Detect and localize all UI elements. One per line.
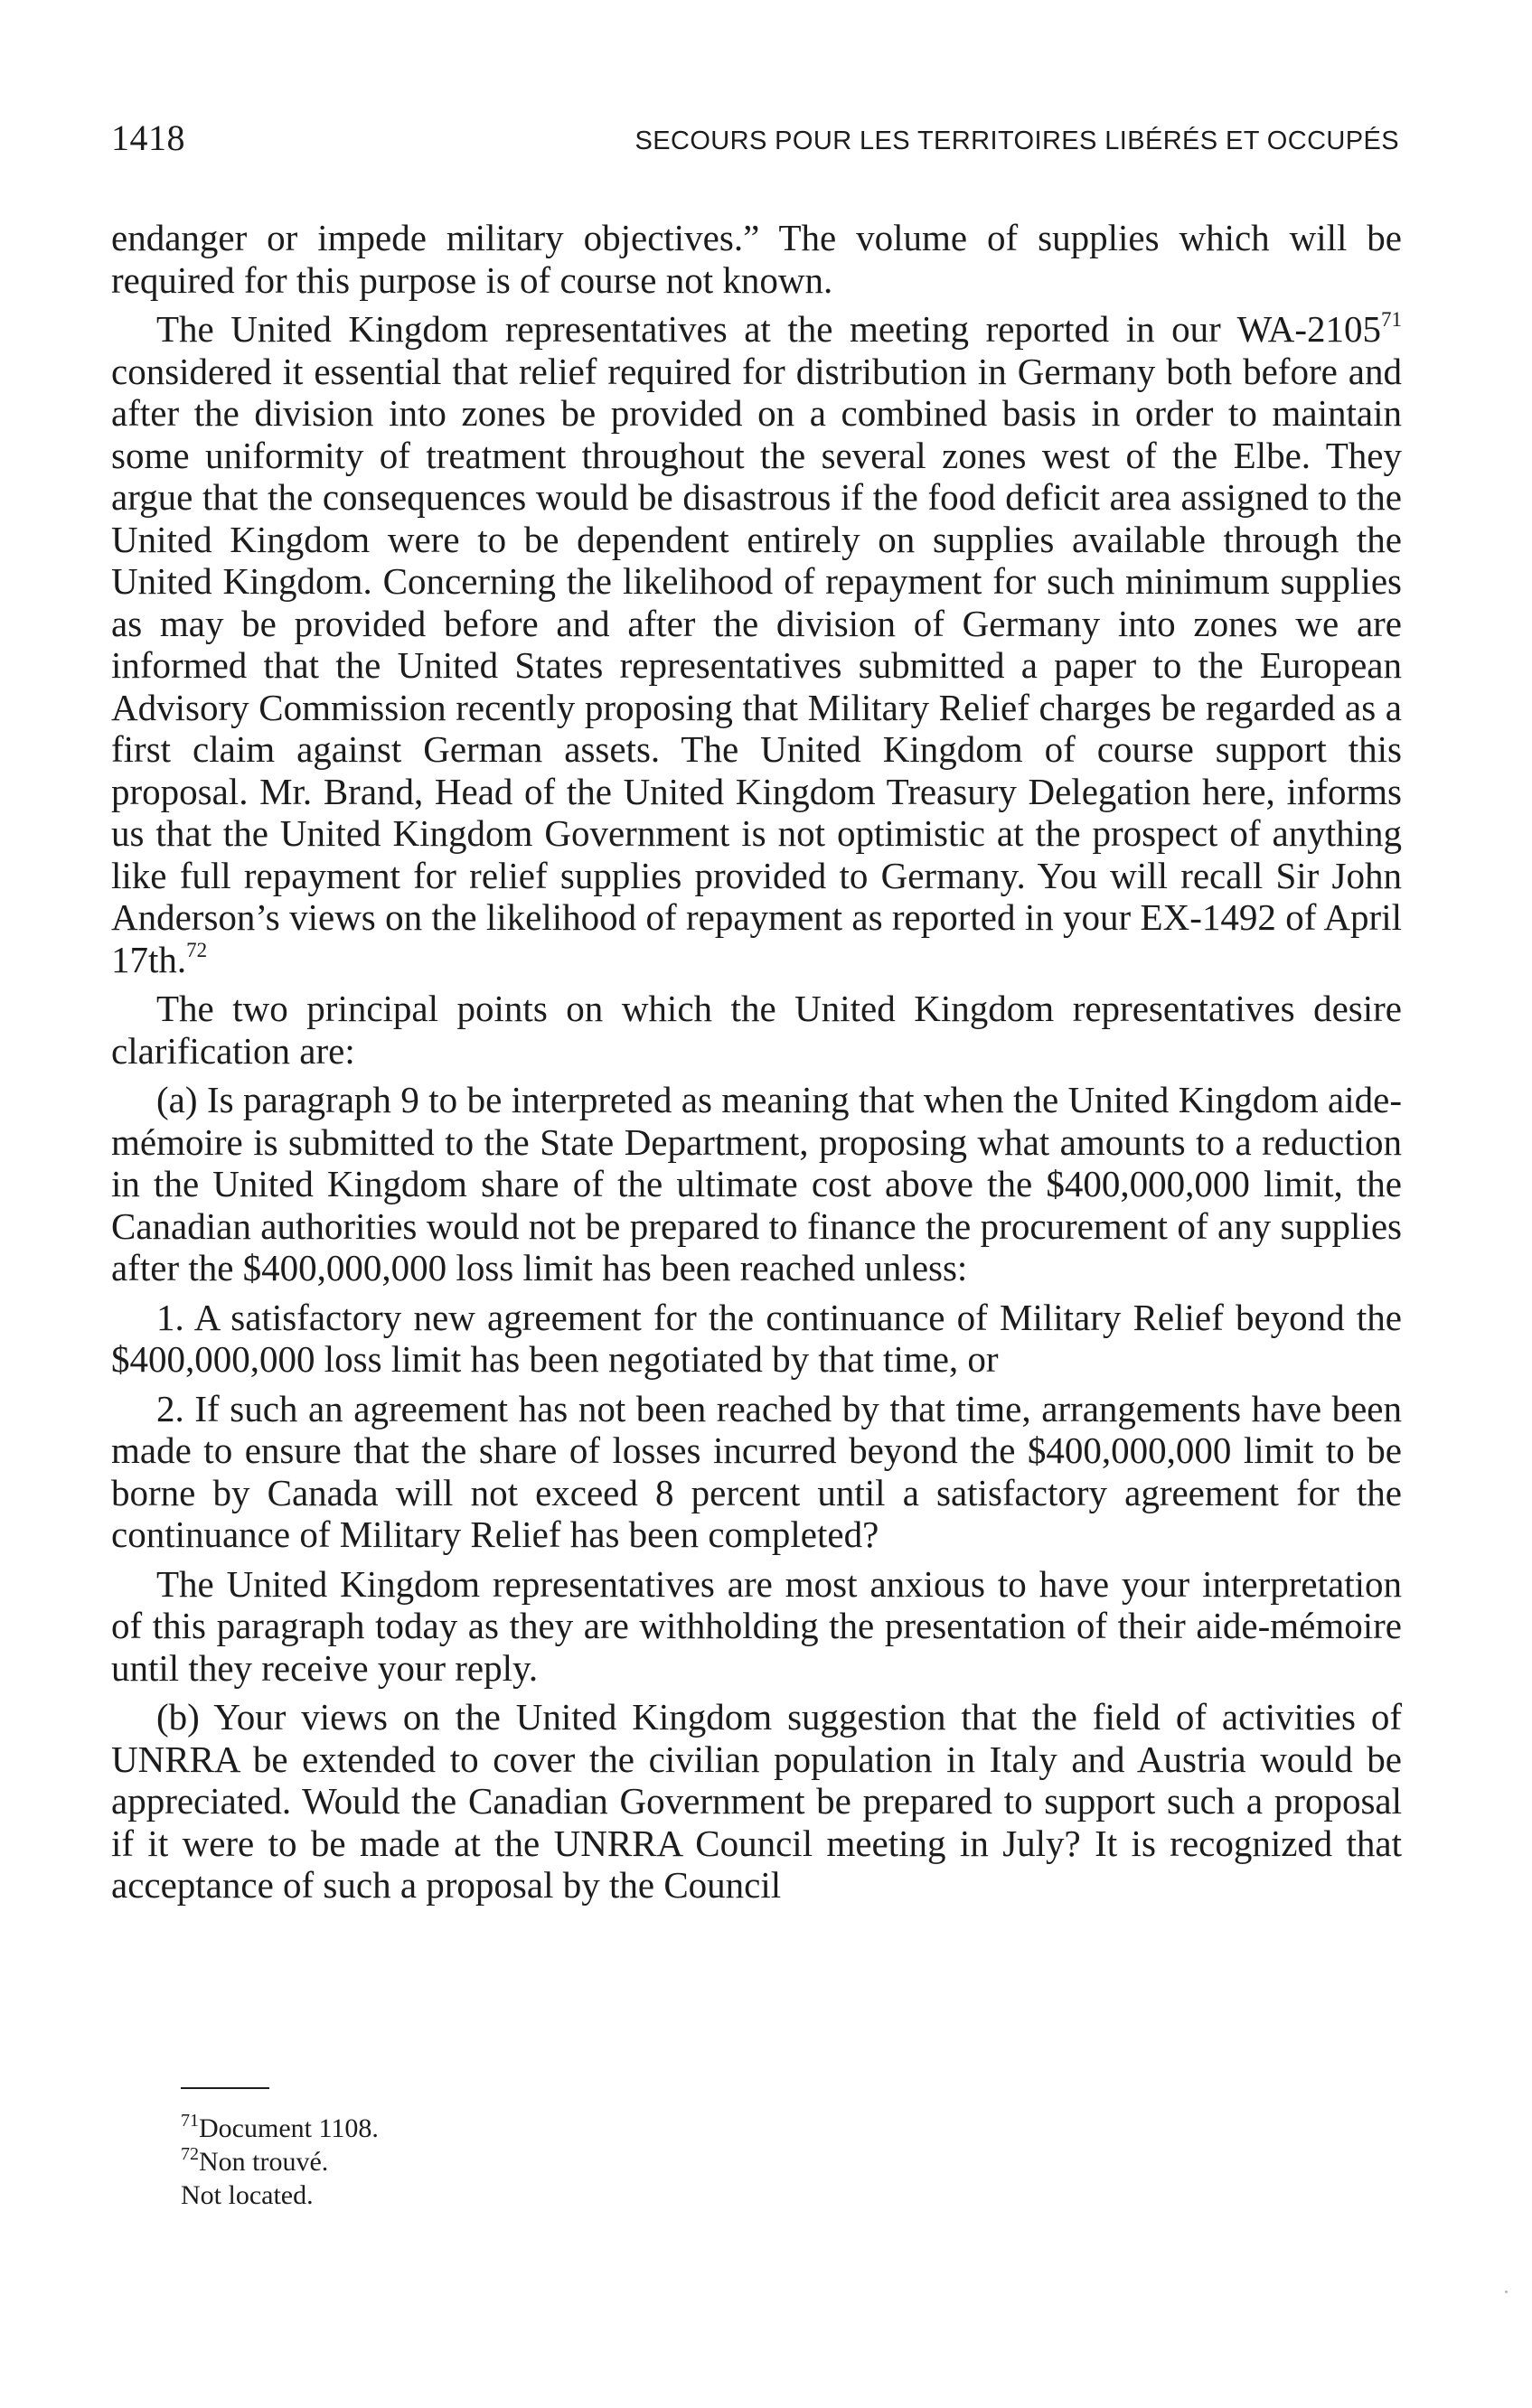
scan-speck [1505, 2291, 1508, 2293]
paragraph-p4 [111, 1079, 1402, 1289]
paragraph-text: 2. If such an agreement has not been reached by that time, arrangements have been made to ensure that the share of losses incurred beyond the $400,000,000 limit to be borne by Canada will not exceed 8 percent until a satisfactory agreement for the continuance of Military Relief has been completed? [111, 1387, 1402, 1555]
footnote-ref: 72 [186, 938, 208, 961]
paragraph-p1 [111, 217, 1402, 301]
paragraph-text: (a) Is paragraph 9 to be interpreted as meaning that when the United Kingdom aide-mémoire is submitted to the State Department, proposing what amounts to a reduction in the United Kingdom share of the ultimate cost above the $400,000,000 limit, the Canadian authorities would not be prepared to finance the procurement of any supplies after the $400,000,000 loss limit has been reached unless: [111, 1079, 1402, 1288]
page-number: 1418 [111, 117, 185, 158]
footnote-fn71 [181, 2112, 994, 2145]
paragraph-text: The two principal points on which the United Kingdom representatives desire clarification are: [111, 988, 1402, 1072]
footnote-marker: 72 [181, 2144, 199, 2164]
footnote-text: Document 1108. [199, 2113, 379, 2143]
footnote-fn72b [181, 2178, 994, 2212]
footnotes [181, 2112, 994, 2212]
paragraph-text: The United Kingdom representatives at the meeting reported in our WA-2105 [156, 308, 1381, 350]
paragraph-text: The United Kingdom representatives are most anxious to have your interpretation of this paragraph today as they are withholding the presentation of their aide-mémoire until they receive your reply. [111, 1562, 1402, 1689]
paragraph-p6 [111, 1388, 1402, 1556]
paragraph-p7 [111, 1563, 1402, 1690]
paragraph-p2 [111, 308, 1402, 980]
footnote-divider [181, 2087, 269, 2089]
footnote-marker: 71 [181, 2111, 199, 2131]
footnote-ref: 71 [1381, 308, 1402, 331]
paragraph-p3 [111, 988, 1402, 1072]
paragraph-p5 [111, 1297, 1402, 1381]
running-title: SECOURS POUR LES TERRITOIRES LIBÉRÉS ET OCCUPÉS [634, 126, 1399, 155]
paragraph-text: endanger or impede military objectives.” The volume of supplies which will be required for this purpose is of course not known. [111, 217, 1402, 301]
paragraph-text: (b) Your views on the United Kingdom suggestion that the field of activities of UNRRA be extended to cover the civilian population in Italy and Austria would be appreciated. Would the Canadian Government be prepared to support such a proposal if it were to be made at the UNRRA Council meeting in July? It is recognized that acceptance of such a proposal by the Council [111, 1696, 1402, 1906]
paragraph-p8 [111, 1696, 1402, 1907]
running-head [111, 116, 1399, 161]
paragraph-text: 1. A satisfactory new agreement for the continuance of Military Relief beyond the $400,000,000 loss limit has been negotiated by that time, or [111, 1296, 1402, 1380]
footnote-text: Not located. [181, 2180, 314, 2210]
footnote-text: Non trouvé. [199, 2147, 329, 2177]
footnote-fn72 [181, 2145, 994, 2178]
body-text [111, 217, 1402, 1914]
paragraph-text: considered it essential that relief required for distribution in Germany both before and after the division into zones be provided on a combined basis in order to maintain some uniformity of treatment throughout the several zones west of the Elbe. They argue that the consequences would be disastrous if the food deficit area assigned to the United Kingdom were to be dependent entirely on supplies available through the United Kingdom. Concerning the likelihood of repayment for such minimum supplies as may be provided before and after the division of Germany into zones we are informed that the United States representatives submitted a paper to the European Advisory Commission recently proposing that Military Relief charges be regarded as a first claim against German assets. The United Kingdom of course support this proposal. Mr. Brand, Head of the United Kingdom Treasury Delegation here, informs us that the United Kingdom Government is not optimistic at the prospect of anything like full repayment for relief supplies provided to Germany. You will recall Sir John Anderson’s views on the likelihood of repayment as reported in your EX-1492 of April 17th. [111, 350, 1402, 980]
